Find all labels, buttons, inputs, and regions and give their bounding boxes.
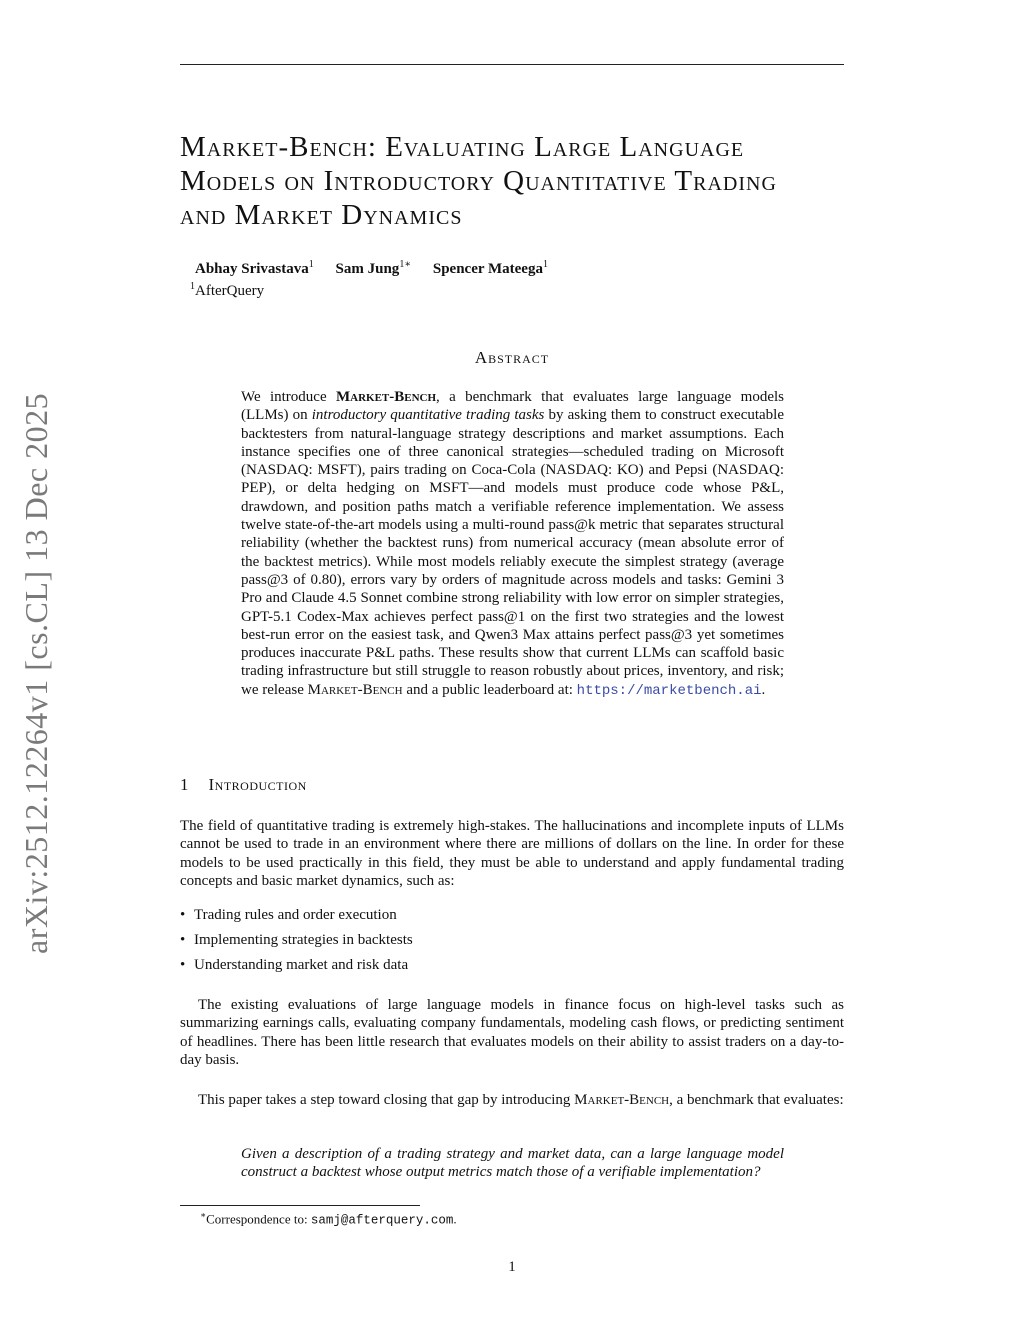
title-line: Market-Bench: Evaluating Large Language [180,131,745,163]
list-item [180,956,844,981]
bullet-icon: • [180,932,186,948]
benchmark-name: Market-Bench [335,389,437,405]
footnote-rule [180,1205,420,1206]
benchmark-name: Market-Bench [307,681,403,698]
abstract-text: , a benchmark that evaluates large language models (LLMs) on [241,389,784,424]
section-heading [180,775,307,795]
author-mark: 1 [308,259,314,270]
author-mark: 1∗ [399,259,412,270]
abstract-body [241,388,784,700]
title-line: and Market Dynamics [180,199,463,231]
bullet-icon: • [180,907,186,923]
correspondence-email[interactable]: samj@afterquery.com [310,1213,454,1228]
research-question: Given a description of a trading strategy and market data, can a large language model construct a backtest whose output metrics match those of a verifiable implementation? [241,1146,784,1181]
section-title: Introduction [208,775,307,794]
abstract-heading: Abstract [474,348,550,367]
title-line: Models on Introductory Quantitative Trading [180,165,777,197]
list-item-text: Implementing strategies in backtests [194,932,413,948]
list-item-text: Understanding market and risk data [194,957,409,973]
paper-title [180,130,844,232]
author-name: Sam Jung [335,261,400,277]
benchmark-name: Market-Bench [574,1092,670,1108]
footnote-mark: ∗ [200,1210,207,1220]
footnote-text: . [453,1211,457,1227]
top-rule [180,64,844,65]
author-name: Spencer Mateega [432,261,543,277]
arxiv-identifier: arXiv:2512.12264v1 [cs.CL] 13 Dec 2025 [18,392,54,954]
author-mark: 1 [542,259,548,270]
author-name: Abhay Srivastava [195,261,309,277]
intro-paragraph: The existing evaluations of large language models in finance focus on high-level tasks such as summarizing earnings calls, evaluating company fundamentals, modeling cash flows, or predicting sentiment of headlines. There has been little research that evaluates models on their ability to assist traders on a day-to-day basis. [180,997,844,1068]
abstract-text: We introduce [241,389,336,405]
footnote [200,1210,457,1227]
affiliation-name: AfterQuery [195,283,265,299]
footnote-text: Correspondence to: [206,1211,311,1227]
paragraph-text: This paper takes a step toward closing that gap by introducing [198,1092,575,1108]
affiliation [190,281,264,300]
abstract-emphasis: introductory quantitative trading tasks [311,407,545,424]
page-number: 1 [508,1259,516,1275]
author [433,261,548,277]
intro-paragraph [180,1091,844,1109]
abstract-text: by asking them to construct executable backtesters from natural-language strategy descriptions and market assumptions. Each instance specifies one of three canonical strategies—scheduled trading on Microsoft (NASDAQ: MSFT), pairs trading on Coca-Cola (NASDAQ: KO) and Pepsi (NASDAQ: PEP), or delta hedging on MSFT—and models must produce code whose P&L, drawdown, and position paths match a verifiable reference implementation. We assess twelve state-of-the-art models using a multi-round pass@k metric that separates structural reliability (whether the backtest runs) from numerical accuracy (mean absolute error of the backtest metrics). While most models reliably execute the simplest strategy (average pass@3 of 0.80), errors vary by orders of magnitude across models and tasks: Gemini 3 Pro and Claude 4.5 Sonnet combine strong reliability with low error on simpler strategies, GPT-5.1 Codex-Max achieves perfect pass@1 on the first two strategies and the lowest best-run error on the easiest task, and Qwen3 Max attains perfect pass@3 yet sometimes produces inaccurate P&L paths. These results show that current LLMs can scaffold basic trading infrastructure but still struggle to reason robustly about prices, inventory, and risk; we release [241,407,784,698]
bullet-icon: • [180,957,186,973]
abstract-text: . [761,681,766,698]
affiliation-mark: 1 [190,281,195,292]
list-item-text: Trading rules and order execution [194,907,397,923]
list-item [180,931,844,956]
author-list [195,259,566,278]
bullet-list [180,906,844,981]
author [195,261,314,277]
intro-paragraph: The field of quantitative trading is extremely high-stakes. The hallucinations and incomplete inputs of LLMs cannot be used to trade in an environment where there are millions of dollars on the line. In order for these models to be used practically in this field, they must be able to understand and apply fundamental trading concepts and basic market dynamics, such as: [180,818,844,889]
abstract-text: and a public leaderboard at: [402,681,577,698]
section-number: 1 [180,775,189,794]
list-item [180,906,844,931]
paragraph-text: , a benchmark that evaluates: [669,1092,844,1108]
author [336,261,412,277]
leaderboard-link[interactable]: https://marketbench.ai [576,682,762,699]
